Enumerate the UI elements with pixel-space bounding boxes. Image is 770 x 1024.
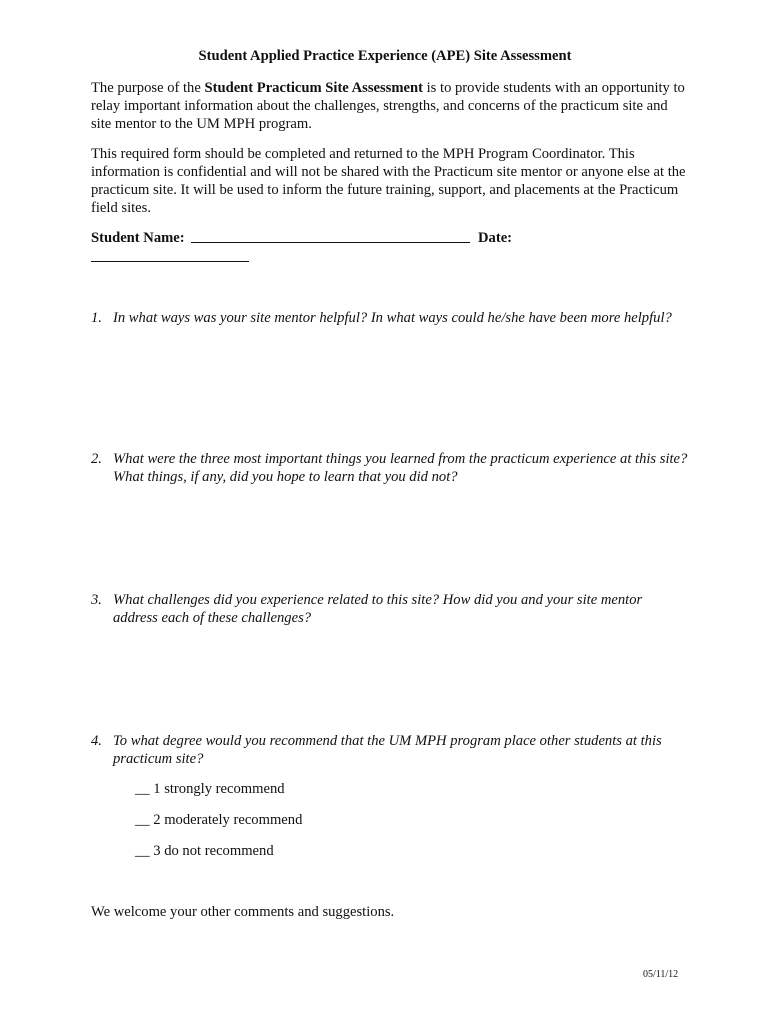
question-text: In what ways was your site mentor helpful? In what ways could he/she have been more helpful? <box>113 310 672 326</box>
instructions-paragraph: This required form should be completed and returned to the MPH Program Coordinator. This information is confidential and will not be shared with the Practicum site mentor or anyone else at the practicum site. It will be used to inform the future training, support, and placements at the Practicum field sites. <box>91 146 686 216</box>
date-field[interactable] <box>91 261 249 262</box>
closing-text: We welcome your other comments and suggestions. <box>91 904 395 920</box>
intro-paragraph <box>91 79 691 133</box>
document-title: Student Applied Practice Experience (APE) Site Assessment <box>198 48 572 64</box>
intro-suffix: is to provide students with an opportunity to relay important information about the challenges, strengths, and concerns of the practicum site and site mentor to the UM MPH program. <box>91 80 685 132</box>
intro-emphasis: Student Practicum Site Assessment <box>204 80 423 96</box>
option-moderately-recommend[interactable]: __ 2 moderately recommend <box>135 812 303 828</box>
question-text: What challenges did you experience related to this site? How did you and your site mentor address each of these challenges? <box>113 592 643 626</box>
date-label: Date: <box>478 230 513 246</box>
option-do-not-recommend[interactable]: __ 3 do not recommend <box>135 843 274 859</box>
question-number: 3. <box>91 592 102 608</box>
intro-prefix: The purpose of the <box>91 80 205 96</box>
question-number: 4. <box>91 733 102 749</box>
footer-date: 05/11/12 <box>643 969 679 980</box>
question-number: 1. <box>91 310 102 326</box>
student-name-field[interactable] <box>191 242 470 243</box>
question-text: What were the three most important things you learned from the practicum experience at this site? What things, if any, did you hope to learn that you did not? <box>113 451 688 485</box>
question-text: To what degree would you recommend that the UM MPH program place other students at this practicum site? <box>113 733 662 767</box>
option-strongly-recommend[interactable]: __ 1 strongly recommend <box>135 781 285 797</box>
student-name-label: Student Name: <box>91 230 185 246</box>
question-number: 2. <box>91 451 102 467</box>
